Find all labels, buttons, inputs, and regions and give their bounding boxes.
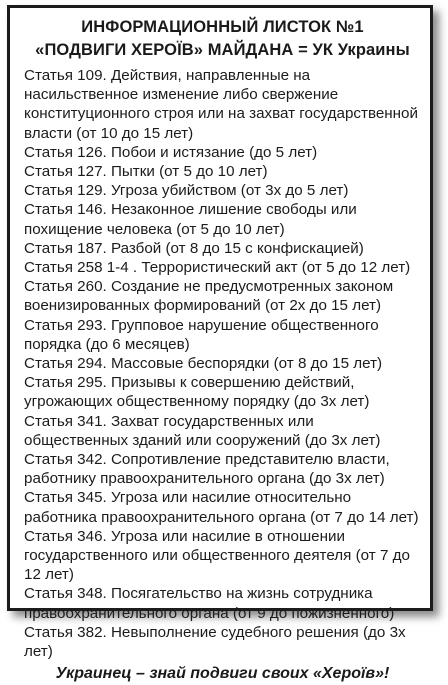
- leaflet-footer: Украинец – знай подвиги своих «Хероїв»!: [55, 665, 390, 683]
- article-382: Статья 382. Невыполнение судебного решения (до 3х лет): [24, 623, 406, 661]
- article-list: [24, 66, 421, 661]
- article-258: Статья 258 1-4 . Террористический акт (от 5 до 12 лет): [24, 259, 411, 277]
- article-260: Статья 260. Создание не предусмотренных законом военизированных формирований (от 2х до 15 лет): [24, 278, 394, 315]
- article-187: Статья 187. Разбой (от 8 до 15 с конфискацией): [24, 239, 364, 257]
- article-295: Статья 295. Призывы к совершению действий, угрожающих общественному порядку (до 3х лет): [24, 374, 370, 411]
- article-342: Статья 342. Сопротивление представителю власти, работнику правоохранительного органа (до 3х лет): [24, 451, 390, 488]
- article-293: Статья 293. Групповое нарушение общественного порядка (до 6 месяцев): [24, 316, 379, 353]
- article-127: Статья 127. Пытки (от 5 до 10 лет): [24, 163, 268, 181]
- article-341: Статья 341. Захват государственных или общественных зданий или сооружений (до 3х лет): [24, 412, 381, 449]
- article-129: Статья 129. Угроза убийством (от 3х до 5 лет): [24, 182, 349, 200]
- article-294: Статья 294. Массовые беспорядки (от 8 до 15 лет): [24, 355, 383, 373]
- article-146: Статья 146. Незаконное лишение свободы или похищение человека (от 5 до 10 лет): [24, 201, 357, 238]
- article-109: Статья 109. Действия, направленные на насильственное изменение либо свержение конституционного строя или на захват государственной власти (от 10 до 15 лет): [24, 67, 418, 142]
- leaflet-title: ИНФОРМАЦИОННЫЙ ЛИСТОК №1: [81, 18, 364, 36]
- article-345: Статья 345. Угроза или насилие относительно работника правоохранительного органа (от 7 до 14 лет): [24, 489, 419, 526]
- info-leaflet: [7, 5, 433, 683]
- article-346: Статья 346. Угроза или насилие в отношении государственного или общественного деятеля (от 7 до 12 лет): [24, 527, 410, 584]
- article-126: Статья 126. Побои и истязание (до 5 лет): [24, 143, 318, 161]
- leaflet-subtitle: «ПОДВИГИ ХЕРОЇВ» МАЙДАНА = УК Украины: [35, 41, 410, 59]
- article-348: Статья 348. Посягательство на жизнь сотрудника правоохранительного органа (от 9 до пожизненного): [24, 585, 395, 622]
